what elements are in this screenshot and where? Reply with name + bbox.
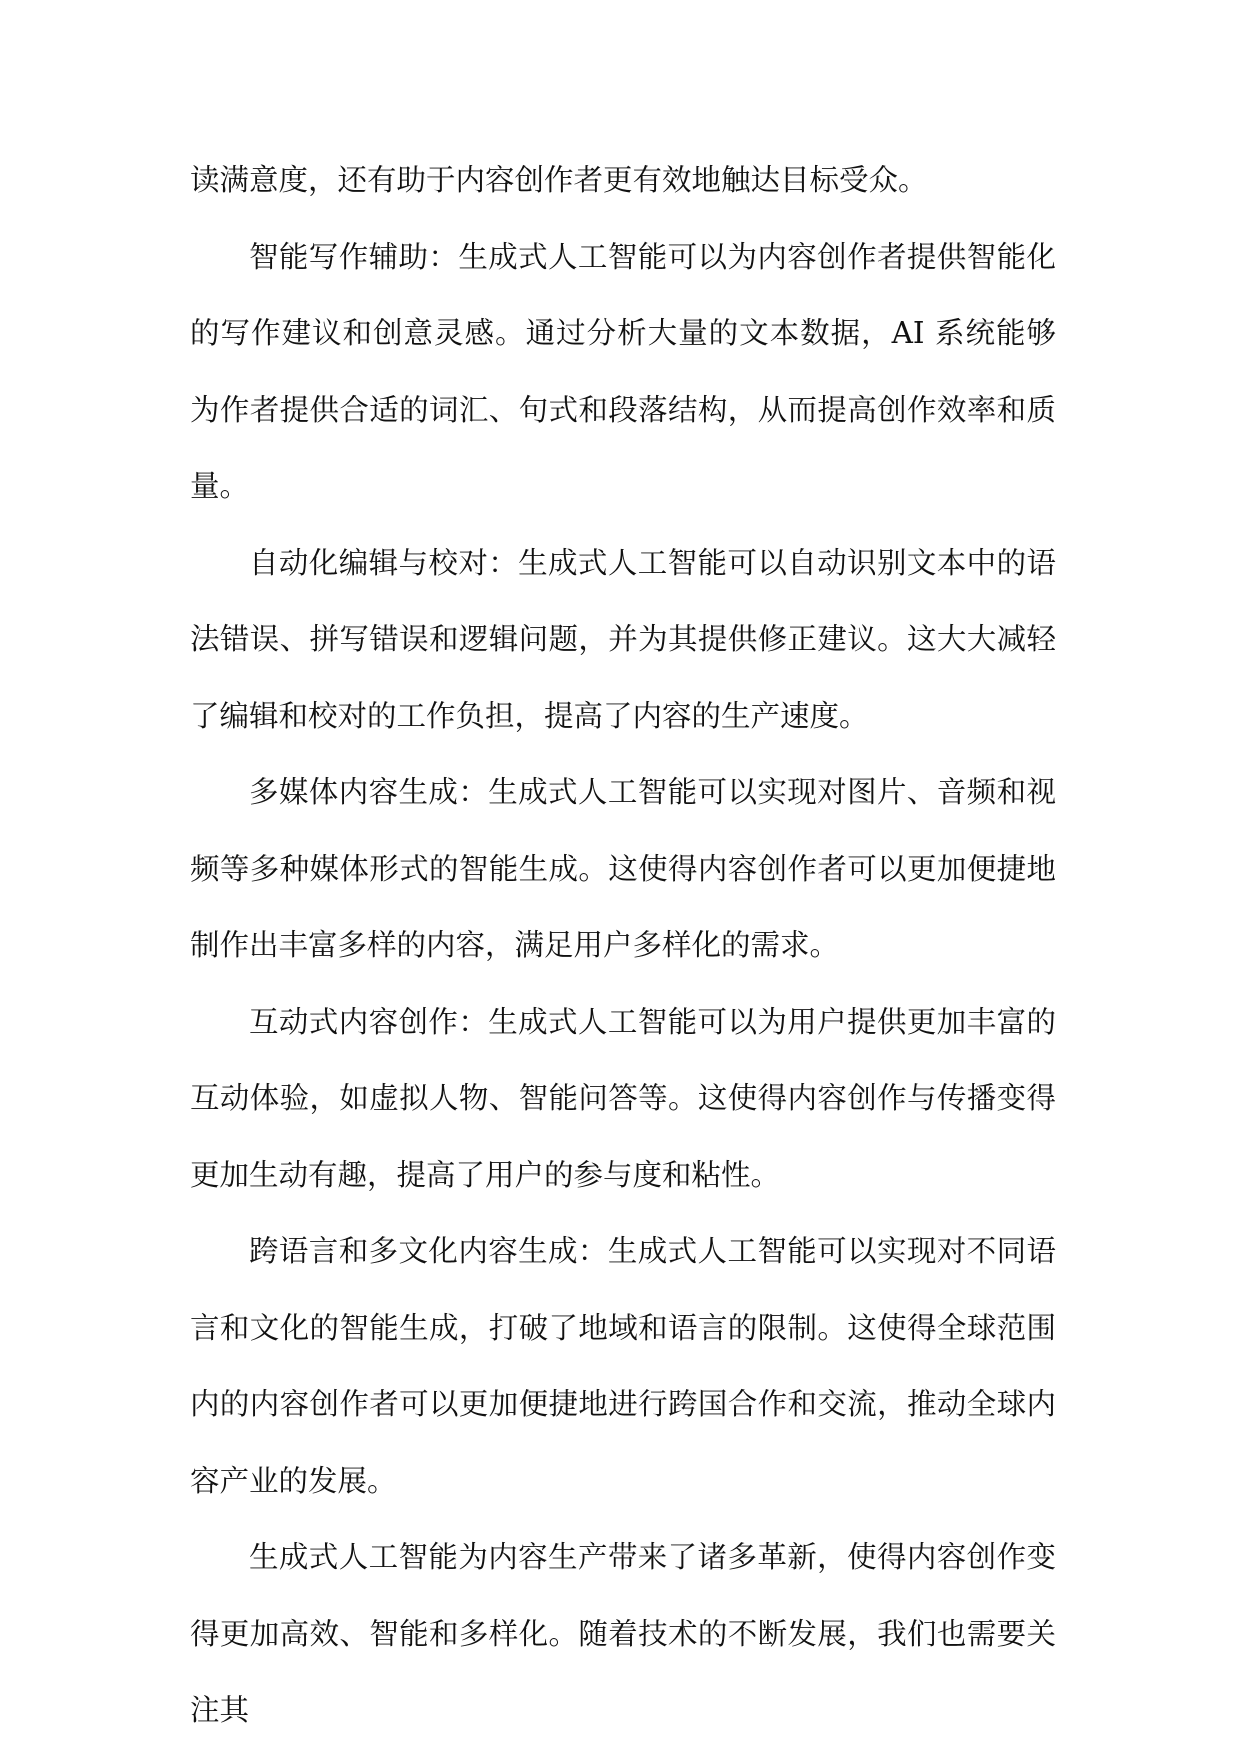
paragraph-cross-language: 跨语言和多文化内容生成：生成式人工智能可以实现对不同语言和文化的智能生成，打破了地域和语言的限制。这使得全球范围内的内容创作者可以更加便捷地进行跨国合作和交流，推动全球内容产业的发展。: [190, 1234, 1056, 1498]
document-body: [190, 142, 1056, 1749]
paragraph-writing-assistance: 智能写作辅助：生成式人工智能可以为内容创作者提供智能化的写作建议和创意灵感。通过分析大量的文本数据，AI 系统能够为作者提供合适的词汇、句式和段落结构，从而提高创作效率和质量。: [190, 239, 1056, 503]
paragraph-interactive-creation: 互动式内容创作：生成式人工智能可以为用户提供更加丰富的互动体验，如虚拟人物、智能问答等。这使得内容创作与传播变得更加生动有趣，提高了用户的参与度和粘性。: [190, 1004, 1056, 1192]
paragraph-conclusion: 生成式人工智能为内容生产带来了诸多革新，使得内容创作变得更加高效、智能和多样化。随着技术的不断发展，我们也需要关注其: [190, 1540, 1056, 1727]
paragraph-editing-proofreading: 自动化编辑与校对：生成式人工智能可以自动识别文本中的语法错误、拼写错误和逻辑问题，并为其提供修正建议。这大大减轻了编辑和校对的工作负担，提高了内容的生产速度。: [190, 545, 1056, 733]
paragraph-continued: 读满意度，还有助于内容创作者更有效地触达目标受众。: [190, 163, 928, 197]
paragraph-multimedia-generation: 多媒体内容生成：生成式人工智能可以实现对图片、音频和视频等多种媒体形式的智能生成。这使得内容创作者可以更加便捷地制作出丰富多样的内容，满足用户多样化的需求。: [190, 775, 1056, 962]
